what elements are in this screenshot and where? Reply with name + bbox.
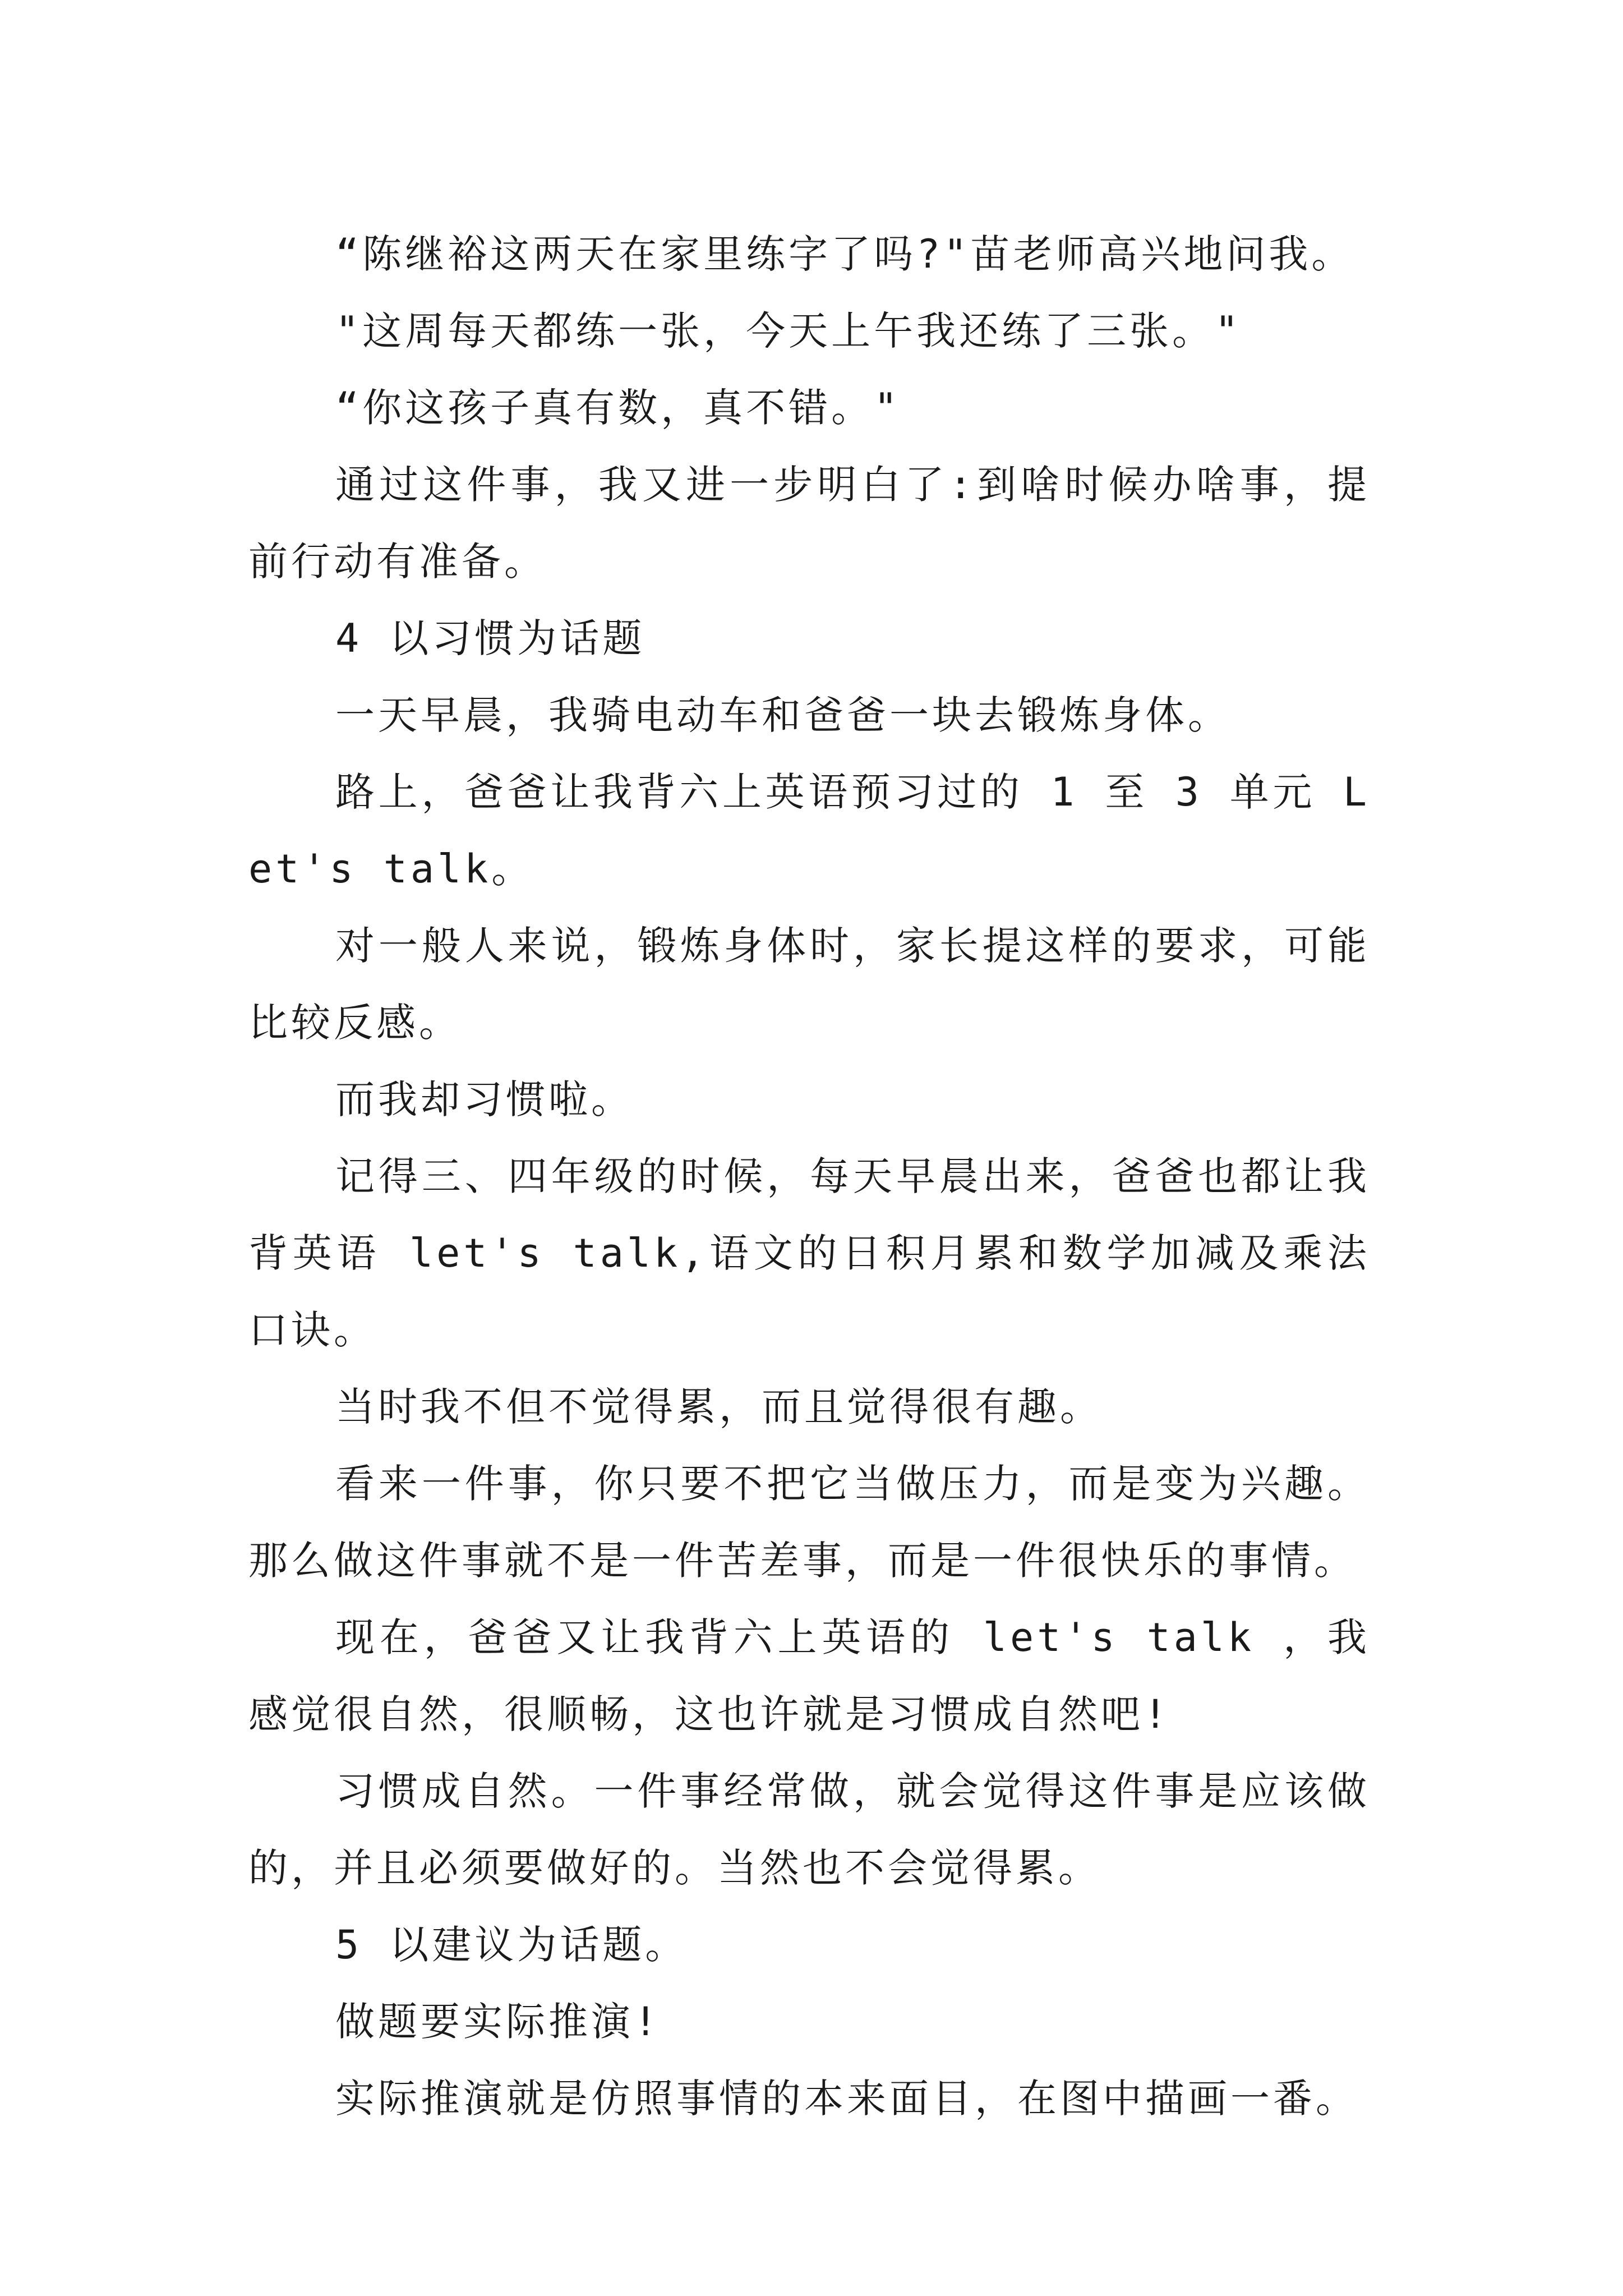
document-body [248, 216, 1370, 2137]
paragraph: “你这孩子真有数，真不错。" [335, 385, 901, 431]
paragraph: 一天早晨，我骑电动车和爸爸一块去锻炼身体。 [335, 692, 1230, 738]
paragraph: 习惯成自然。一件事经常做，就会觉得这件事是应该做的，并且必须要做好的。当然也不会觉得累。 [248, 1768, 1370, 1891]
paragraph: "这周每天都练一张，今天上午我还练了三张。" [335, 308, 1242, 354]
paragraph: 做题要实际推演! [335, 1999, 661, 2045]
paragraph: 看来一件事，你只要不把它当做压力，而是变为兴趣。那么做这件事就不是一件苦差事，而是一件很快乐的事情。 [248, 1461, 1370, 1584]
section-heading: 4 以习惯为话题 [335, 615, 645, 661]
paragraph: 实际推演就是仿照事情的本来面目，在图中描画一番。 [335, 2076, 1358, 2122]
paragraph: 而我却习惯啦。 [335, 1076, 634, 1122]
paragraph: 当时我不但不觉得累，而且觉得很有趣。 [335, 1384, 1103, 1430]
paragraph: 路上，爸爸让我背六上英语预习过的 1 至 3 单元 Let's talk。 [248, 769, 1370, 892]
paragraph: 记得三、四年级的时候，每天早晨出来，爸爸也都让我背英语 let's talk,语文的日积月累和数学加减及乘法口诀。 [248, 1153, 1370, 1353]
paragraph: “陈继裕这两天在家里练字了吗?"苗老师高兴地问我。 [335, 231, 1354, 277]
paragraph: 通过这件事，我又进一步明白了:到啥时候办啥事，提前行动有准备。 [248, 462, 1370, 585]
paragraph: 现在，爸爸又让我背六上英语的 let's talk ，我感觉很自然，很顺畅，这也许就是习惯成自然吧! [248, 1614, 1370, 1737]
section-heading: 5 以建议为话题。 [335, 1922, 688, 1968]
paragraph: 对一般人来说，锻炼身体时，家长提这样的要求，可能比较反感。 [248, 923, 1370, 1046]
